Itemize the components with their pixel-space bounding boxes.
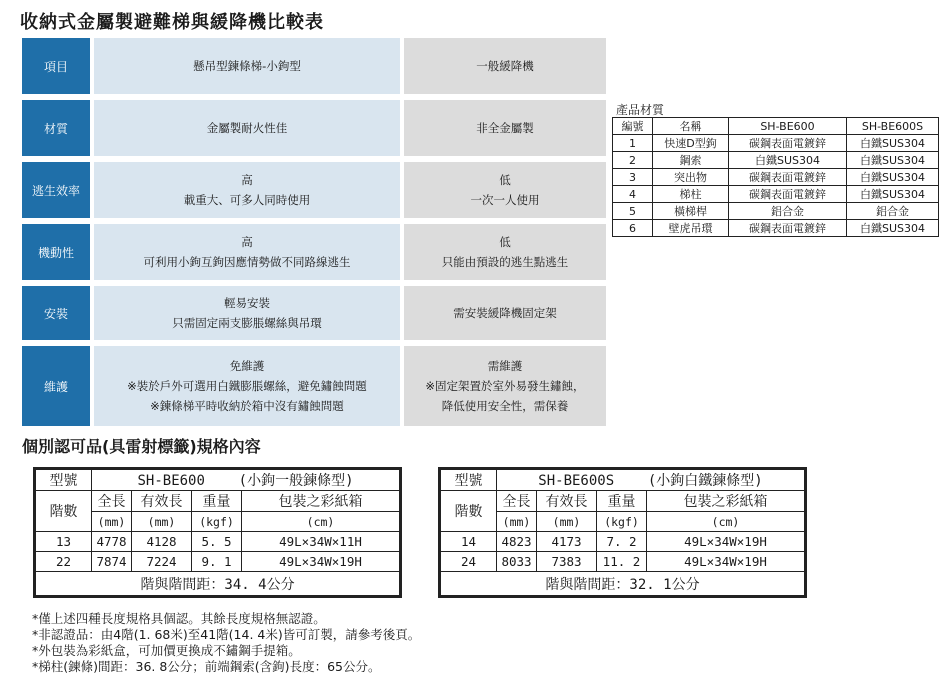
- cell-line: 可利用小鉤互鉤因應情勢做不同路線逃生: [143, 255, 351, 269]
- unit-length: (mm): [92, 512, 132, 532]
- model-name: SH-BE600S: [538, 473, 615, 489]
- cell-line: ※裝於戶外可選用白鐵膨脹螺絲，避免鏽蝕問題: [127, 379, 367, 393]
- note-line: *外包裝為彩紙盒，可加價更換成不鏽鋼手提箱。: [32, 643, 301, 658]
- spec-cell: 11. 2: [597, 552, 647, 572]
- model-label: 型號: [441, 470, 497, 491]
- materials-cell: 3: [613, 169, 653, 186]
- spec-cell: 14: [441, 532, 497, 552]
- cell-line: 需安裝緩降機固定架: [453, 306, 557, 320]
- spec-cell: 9. 1: [192, 552, 242, 572]
- comparison-table: [22, 38, 606, 432]
- comparison-row-mobility: [22, 224, 606, 280]
- cell-line: ※固定架置於室外易發生鏽蝕，: [425, 379, 585, 393]
- spec-cell: 7224: [132, 552, 192, 572]
- materials-cell: 白鐵SUS304: [847, 186, 939, 203]
- cell-line: 低: [499, 173, 511, 187]
- ladder-cell: [94, 162, 400, 218]
- descender-cell: [404, 100, 606, 156]
- spec-row: [441, 552, 805, 572]
- cell-line: 高: [241, 173, 253, 187]
- descender-cell: [404, 224, 606, 280]
- row-label: 維護: [22, 346, 90, 426]
- materials-cell: 5: [613, 203, 653, 220]
- cell-line: 只能由預設的逃生點逃生: [441, 255, 569, 269]
- cell-line: ※鍊條梯平時收納於箱中沒有鏽蝕問題: [150, 399, 344, 413]
- spec-table-sh-be600: [33, 467, 402, 598]
- spec-cell: 5. 5: [192, 532, 242, 552]
- materials-cell: 壁虎吊環: [653, 220, 729, 237]
- header-label-cell: 項目: [22, 38, 90, 94]
- page-title: 收納式金屬製避難梯與緩降機比較表: [20, 12, 324, 33]
- materials-row: [613, 203, 939, 220]
- spec-cell: 8033: [497, 552, 537, 572]
- materials-cell: 碳鋼表面電鍍鋅: [729, 220, 847, 237]
- model-name-cell: [92, 470, 400, 491]
- note-line: *僅上述四種長度規格具個認。其餘長度規格無認證。: [32, 611, 326, 626]
- materials-cell: 6: [613, 220, 653, 237]
- col-effective: 有效長: [537, 491, 597, 512]
- materials-row: [613, 220, 939, 237]
- spec-cell: 49L×34W×11H: [242, 532, 400, 552]
- spec-cell: 49L×34W×19H: [242, 552, 400, 572]
- materials-cell: 白鐵SUS304: [847, 135, 939, 152]
- cell-line: 輕易安裝: [224, 296, 270, 310]
- spec-row: [36, 552, 400, 572]
- row-label: 逃生效率: [22, 162, 90, 218]
- materials-col-header: 名稱: [653, 118, 729, 135]
- col-weight: 重量: [597, 491, 647, 512]
- materials-cell: 梯柱: [653, 186, 729, 203]
- model-desc: (小鉤一般鍊條型): [238, 473, 354, 489]
- row-label: 機動性: [22, 224, 90, 280]
- spec-section-title: 個別認可品(具雷射標籤)規格內容: [22, 437, 261, 456]
- materials-cell: 鋁合金: [729, 203, 847, 220]
- col-weight: 重量: [192, 491, 242, 512]
- materials-cell: 碳鋼表面電鍍鋅: [729, 135, 847, 152]
- comparison-row-maintenance: [22, 346, 606, 426]
- steps-label: 階數: [36, 491, 92, 532]
- spec-row: [441, 532, 805, 552]
- cell-line: 高: [241, 235, 253, 249]
- materials-table: [612, 117, 939, 237]
- comparison-row-material: [22, 100, 606, 156]
- cell-line: 降低使用安全性，需保養: [441, 399, 569, 413]
- unit-package: (cm): [242, 512, 400, 532]
- col-package: 包裝之彩紙箱: [242, 491, 400, 512]
- spec-cell: 4778: [92, 532, 132, 552]
- col-length: 全長: [497, 491, 537, 512]
- spec-cell: 49L×34W×19H: [647, 532, 805, 552]
- cell-line: 一次一人使用: [470, 193, 540, 207]
- materials-col-header: 編號: [613, 118, 653, 135]
- materials-cell: 突出物: [653, 169, 729, 186]
- descender-cell: [404, 162, 606, 218]
- cell-line: 非全金屬製: [476, 121, 534, 135]
- materials-cell: 碳鋼表面電鍍鋅: [729, 169, 847, 186]
- ladder-cell: [94, 100, 400, 156]
- descender-cell: [404, 346, 606, 426]
- spec-cell: 4823: [497, 532, 537, 552]
- comparison-row-install: [22, 286, 606, 340]
- unit-weight: (kgf): [192, 512, 242, 532]
- materials-col-header: SH-BE600: [729, 118, 847, 135]
- cell-line: 載重大、可多人同時使用: [183, 193, 311, 207]
- materials-header-row: [613, 118, 939, 135]
- materials-cell: 快速D型鉤: [653, 135, 729, 152]
- note-line: *梯柱(鍊條)間距：36. 8公分；前端鋼索(含鉤)長度：65公分。: [32, 659, 381, 674]
- spec-table-sh-be600s: [438, 467, 807, 598]
- header-ladder-text: 懸吊型鍊條梯-小鉤型: [193, 59, 301, 73]
- materials-cell: 白鐵SUS304: [729, 152, 847, 169]
- spec-cell: 4128: [132, 532, 192, 552]
- spec-footer: 階與階間距：32. 1公分: [441, 572, 805, 596]
- header-ladder-cell: [94, 38, 400, 94]
- unit-weight: (kgf): [597, 512, 647, 532]
- cell-line: 金屬製耐火性佳: [206, 121, 288, 135]
- spec-cell: 22: [36, 552, 92, 572]
- materials-cell: 白鐵SUS304: [847, 169, 939, 186]
- materials-row: [613, 186, 939, 203]
- model-name: SH-BE600: [137, 473, 205, 489]
- materials-cell: 鋼索: [653, 152, 729, 169]
- header-descender-text: 一般緩降機: [476, 59, 534, 73]
- ladder-cell: [94, 346, 400, 426]
- materials-cell: 1: [613, 135, 653, 152]
- materials-cell: 2: [613, 152, 653, 169]
- spec-cell: 7874: [92, 552, 132, 572]
- row-label: 材質: [22, 100, 90, 156]
- note-line: *非認證品：由4階(1. 68米)至41階(14. 4米)皆可訂製，請參考後頁。: [32, 627, 421, 642]
- col-package: 包裝之彩紙箱: [647, 491, 805, 512]
- model-name-cell: [497, 470, 805, 491]
- ladder-cell: [94, 224, 400, 280]
- spec-cell: 49L×34W×19H: [647, 552, 805, 572]
- materials-row: [613, 152, 939, 169]
- spec-cell: 13: [36, 532, 92, 552]
- ladder-cell: [94, 286, 400, 340]
- unit-package: (cm): [647, 512, 805, 532]
- notes: [32, 611, 420, 675]
- spec-cell: 7383: [537, 552, 597, 572]
- materials-cell: 白鐵SUS304: [847, 220, 939, 237]
- spec-cell: 24: [441, 552, 497, 572]
- descender-cell: [404, 286, 606, 340]
- materials-row: [613, 135, 939, 152]
- spec-row: [36, 532, 400, 552]
- header-descender-cell: [404, 38, 606, 94]
- cell-line: 免維護: [229, 359, 265, 373]
- comparison-header-row: [22, 38, 606, 94]
- materials-col-header: SH-BE600S: [847, 118, 939, 135]
- comparison-row-efficiency: [22, 162, 606, 218]
- cell-line: 需維護: [487, 359, 523, 373]
- spec-cell: 4173: [537, 532, 597, 552]
- unit-length: (mm): [497, 512, 537, 532]
- model-label: 型號: [36, 470, 92, 491]
- col-length: 全長: [92, 491, 132, 512]
- materials-cell: 碳鋼表面電鍍鋅: [729, 186, 847, 203]
- steps-label: 階數: [441, 491, 497, 532]
- materials-cell: 4: [613, 186, 653, 203]
- spec-cell: 7. 2: [597, 532, 647, 552]
- row-label: 安裝: [22, 286, 90, 340]
- col-effective: 有效長: [132, 491, 192, 512]
- unit-effective: (mm): [537, 512, 597, 532]
- unit-effective: (mm): [132, 512, 192, 532]
- materials-row: [613, 169, 939, 186]
- materials-cell: 橫梯桿: [653, 203, 729, 220]
- materials-title: 產品材質: [616, 103, 665, 117]
- materials-cell: 鋁合金: [847, 203, 939, 220]
- materials-cell: 白鐵SUS304: [847, 152, 939, 169]
- cell-line: 只需固定兩支膨脹螺絲與吊環: [172, 316, 322, 330]
- spec-footer: 階與階間距：34. 4公分: [36, 572, 400, 596]
- model-desc: (小鉤白鐵鍊條型): [647, 473, 763, 489]
- cell-line: 低: [499, 235, 511, 249]
